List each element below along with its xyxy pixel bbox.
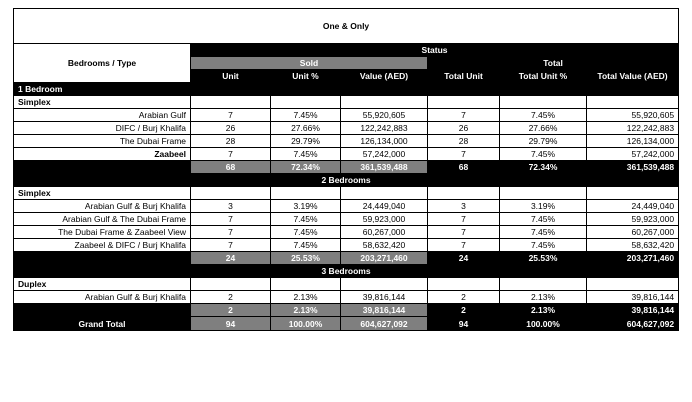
sold-header: Sold <box>191 57 428 70</box>
total-value-cell: 57,242,000 <box>587 148 679 161</box>
value-cell: 60,267,000 <box>341 226 428 239</box>
total-value-cell: 122,242,883 <box>587 122 679 135</box>
total-value-cell: 55,920,605 <box>587 109 679 122</box>
subtype-row <box>14 96 679 109</box>
subtotal-unit-pct: 72.34% <box>271 161 341 174</box>
row-name: Arabian Gulf & Burj Khalifa <box>14 200 191 213</box>
row-name: Arabian Gulf & Burj Khalifa <box>14 291 191 304</box>
table-row <box>14 122 679 135</box>
table-title: One & Only <box>14 9 679 44</box>
col-header: Total Value (AED) <box>587 70 679 83</box>
row-name: The Dubai Frame & Zaabeel View <box>14 226 191 239</box>
subtotal-unit: 24 <box>191 252 271 265</box>
row-name: Arabian Gulf & The Dubai Frame <box>14 213 191 226</box>
total-pct-cell: 2.13% <box>500 291 587 304</box>
subtotal-value: 361,539,488 <box>341 161 428 174</box>
total-pct-cell: 7.45% <box>500 148 587 161</box>
subtotal-total-unit: 68 <box>428 161 500 174</box>
unit-cell: 3 <box>191 200 271 213</box>
total-unit-cell: 3 <box>428 200 500 213</box>
grand-total-unit: 94 <box>191 317 271 331</box>
total-unit-cell: 7 <box>428 213 500 226</box>
subtype-row <box>14 278 679 291</box>
total-unit-cell: 7 <box>428 109 500 122</box>
section-heading-row <box>14 83 679 96</box>
col-header: Unit % <box>271 70 341 83</box>
total-unit-cell: 7 <box>428 226 500 239</box>
table-row <box>14 239 679 252</box>
total-value-cell: 58,632,420 <box>587 239 679 252</box>
status-header: Status <box>191 44 679 57</box>
section-heading: 3 Bedrooms <box>14 265 679 278</box>
table-row <box>14 148 679 161</box>
value-cell: 24,449,040 <box>341 200 428 213</box>
total-pct-cell: 7.45% <box>500 239 587 252</box>
unit-cell: 7 <box>191 239 271 252</box>
subtype-label: Duplex <box>14 278 191 291</box>
subtotal-row <box>14 304 679 317</box>
total-unit-cell: 28 <box>428 135 500 148</box>
value-cell: 58,632,420 <box>341 239 428 252</box>
table-row <box>14 291 679 304</box>
value-cell: 57,242,000 <box>341 148 428 161</box>
row-name: The Dubai Frame <box>14 135 191 148</box>
subtotal-total-value: 203,271,460 <box>587 252 679 265</box>
total-pct-cell: 7.45% <box>500 109 587 122</box>
bedrooms-type-header: Bedrooms / Type <box>14 44 191 83</box>
unit-pct-cell: 3.19% <box>271 200 341 213</box>
total-pct-cell: 7.45% <box>500 226 587 239</box>
subtotal-row <box>14 252 679 265</box>
grand-total-total-pct: 100.00% <box>500 317 587 331</box>
unit-cell: 26 <box>191 122 271 135</box>
total-pct-cell: 27.66% <box>500 122 587 135</box>
table-row <box>14 135 679 148</box>
subtotal-unit-pct: 2.13% <box>271 304 341 317</box>
table-row <box>14 213 679 226</box>
value-cell: 59,923,000 <box>341 213 428 226</box>
section-heading: 1 Bedroom <box>14 83 679 96</box>
subtotal-row <box>14 161 679 174</box>
row-name: Zaabeel <box>14 148 191 161</box>
subtotal-total-pct: 72.34% <box>500 161 587 174</box>
sales-status-table <box>13 8 679 331</box>
unit-pct-cell: 29.79% <box>271 135 341 148</box>
subtotal-total-pct: 25.53% <box>500 252 587 265</box>
header-row-1 <box>14 44 679 57</box>
row-name: Arabian Gulf <box>14 109 191 122</box>
title-row <box>14 9 679 44</box>
table-row <box>14 226 679 239</box>
total-value-cell: 59,923,000 <box>587 213 679 226</box>
subtotal-unit: 2 <box>191 304 271 317</box>
total-value-cell: 126,134,000 <box>587 135 679 148</box>
unit-pct-cell: 27.66% <box>271 122 341 135</box>
subtotal-value: 203,271,460 <box>341 252 428 265</box>
unit-cell: 7 <box>191 148 271 161</box>
grand-total-total-value: 604,627,092 <box>587 317 679 331</box>
grand-total-unit-pct: 100.00% <box>271 317 341 331</box>
total-value-cell: 39,816,144 <box>587 291 679 304</box>
subtype-row <box>14 187 679 200</box>
subtype-label: Simplex <box>14 187 191 200</box>
unit-cell: 7 <box>191 213 271 226</box>
subtype-label: Simplex <box>14 96 191 109</box>
col-header: Unit <box>191 70 271 83</box>
subtotal-total-pct: 2.13% <box>500 304 587 317</box>
section-heading: 2 Bedrooms <box>14 174 679 187</box>
row-name: DIFC / Burj Khalifa <box>14 122 191 135</box>
total-unit-cell: 7 <box>428 148 500 161</box>
total-pct-cell: 3.19% <box>500 200 587 213</box>
total-unit-cell: 26 <box>428 122 500 135</box>
table-row <box>14 200 679 213</box>
subtotal-value: 39,816,144 <box>341 304 428 317</box>
value-cell: 126,134,000 <box>341 135 428 148</box>
section-heading-row <box>14 174 679 187</box>
col-header: Value (AED) <box>341 70 428 83</box>
unit-pct-cell: 2.13% <box>271 291 341 304</box>
section-heading-row <box>14 265 679 278</box>
unit-pct-cell: 7.45% <box>271 239 341 252</box>
total-value-cell: 60,267,000 <box>587 226 679 239</box>
total-unit-cell: 7 <box>428 239 500 252</box>
unit-pct-cell: 7.45% <box>271 109 341 122</box>
unit-pct-cell: 7.45% <box>271 226 341 239</box>
subtotal-total-value: 39,816,144 <box>587 304 679 317</box>
grand-total-row <box>14 317 679 331</box>
table-row <box>14 109 679 122</box>
col-header: Total Unit % <box>500 70 587 83</box>
total-pct-cell: 7.45% <box>500 213 587 226</box>
unit-cell: 7 <box>191 109 271 122</box>
unit-cell: 28 <box>191 135 271 148</box>
unit-cell: 2 <box>191 291 271 304</box>
unit-pct-cell: 7.45% <box>271 148 341 161</box>
grand-total-label: Grand Total <box>14 317 191 331</box>
subtotal-unit-pct: 25.53% <box>271 252 341 265</box>
total-value-cell: 24,449,040 <box>587 200 679 213</box>
value-cell: 122,242,883 <box>341 122 428 135</box>
unit-pct-cell: 7.45% <box>271 213 341 226</box>
grand-total-value: 604,627,092 <box>341 317 428 331</box>
value-cell: 39,816,144 <box>341 291 428 304</box>
row-name: Zaabeel & DIFC / Burj Khalifa <box>14 239 191 252</box>
subtotal-total-unit: 24 <box>428 252 500 265</box>
subtotal-total-value: 361,539,488 <box>587 161 679 174</box>
value-cell: 55,920,605 <box>341 109 428 122</box>
total-pct-cell: 29.79% <box>500 135 587 148</box>
unit-cell: 7 <box>191 226 271 239</box>
subtotal-total-unit: 2 <box>428 304 500 317</box>
total-header: Total <box>428 57 679 70</box>
col-header: Total Unit <box>428 70 500 83</box>
subtotal-unit: 68 <box>191 161 271 174</box>
grand-total-total-unit: 94 <box>428 317 500 331</box>
total-unit-cell: 2 <box>428 291 500 304</box>
